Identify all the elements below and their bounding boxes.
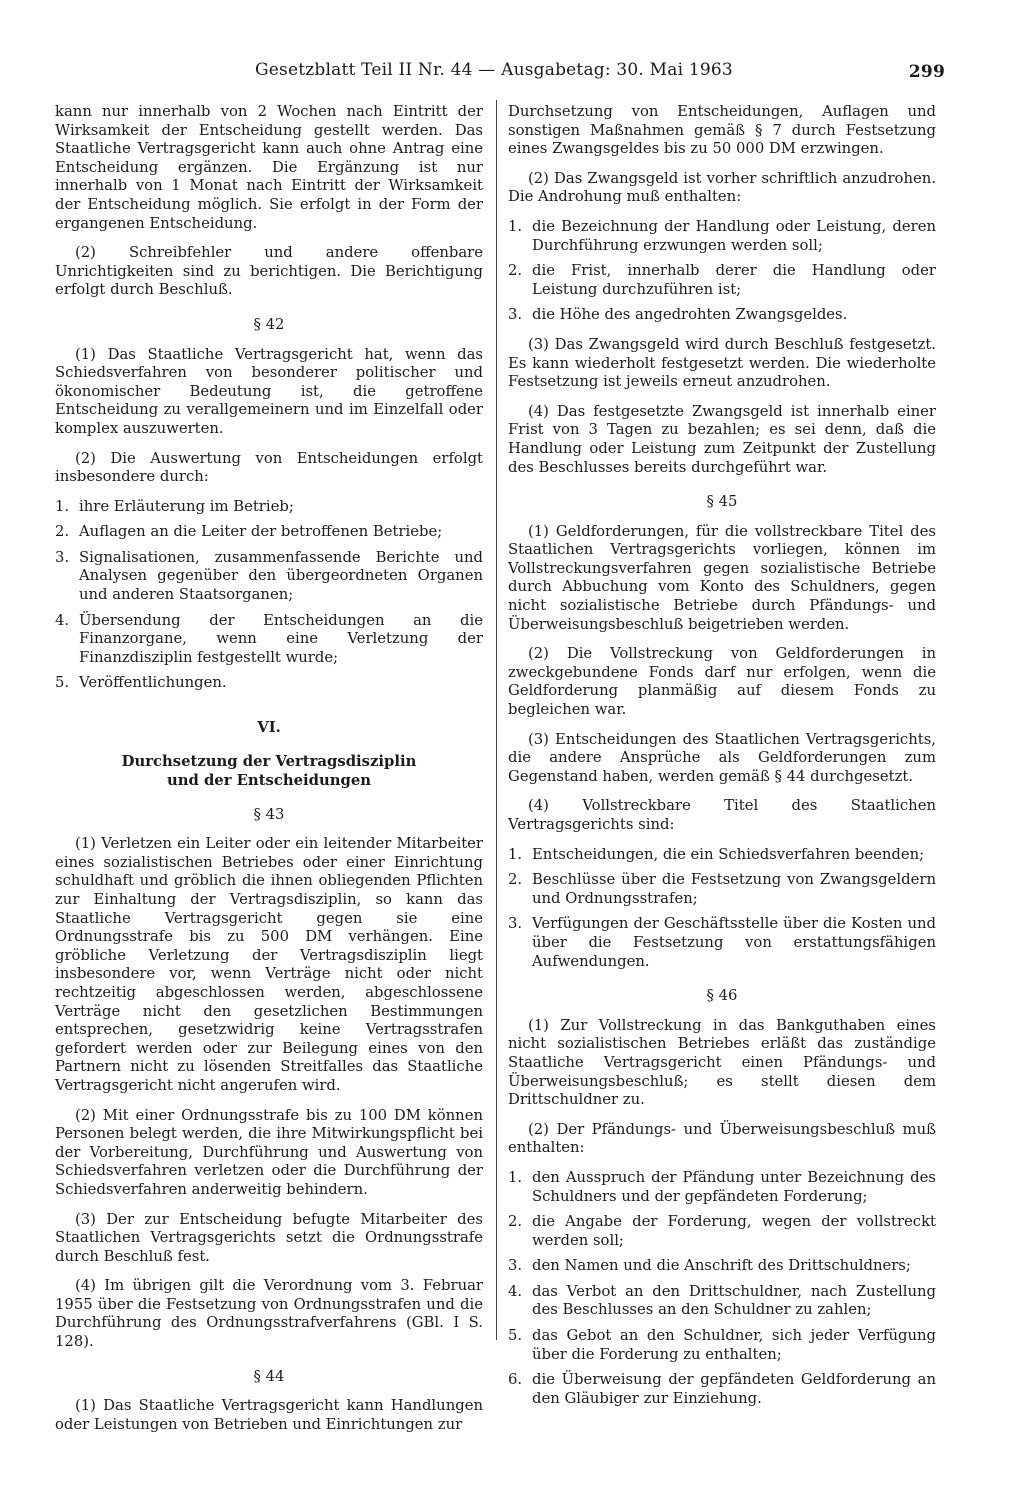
column-divider: [496, 100, 497, 1340]
list-item-number: 5.: [55, 674, 70, 692]
paragraph: (1) Zur Vollstreckung in das Bankguthaben eines nicht sozialistischen Betriebes erläßt das zuständige Staatliche Vertragsgericht einen Pfändungs- und Überweisungsbeschluß; es stellt diesen dem Drittschuldner zu.: [508, 1016, 936, 1109]
list-item: [508, 871, 936, 908]
list-item-number: 1.: [508, 217, 523, 235]
list-item-number: 3.: [508, 306, 523, 324]
list-item-text: Entscheidungen, die ein Schiedsverfahren beenden;: [532, 845, 925, 863]
list-item: [55, 523, 483, 542]
list-item-number: 2.: [508, 262, 523, 280]
gazette-title: Gesetzblatt Teil II Nr. 44 — Ausgabetag: 30. Mai 1963: [255, 60, 733, 80]
paragraph: Durchsetzung von Entscheidungen, Auflagen und sonstigen Maßnahmen gemäß § 7 durch Festsetzung eines Zwangsgeldes bis zu 50 000 DM erzwingen.: [508, 103, 936, 158]
list-item-text: die Angabe der Forderung, wegen der vollstreckt werden soll;: [532, 1213, 936, 1249]
list-item-text: Verfügungen der Geschäftsstelle über die Kosten und über die Festsetzung von erstattungsfähigen Aufwendungen.: [532, 915, 936, 970]
paragraph: (3) Der zur Entscheidung befugte Mitarbeiter des Staatlichen Vertragsgerichts setzt die Ordnungsstrafe durch Beschluß fest.: [55, 1210, 483, 1265]
paragraph: (3) Das Zwangsgeld wird durch Beschluß festgesetzt. Es kann wiederholt festgesetzt werden. Die wiederholte Festsetzung ist jeweils erneut anzudrohen.: [508, 335, 936, 391]
list-item-text: Signalisationen, zusammenfassende Berichte und Analysen gegenüber den übergeordneten Organen und anderen Staatsorganen;: [79, 548, 483, 604]
paragraph: (4) Vollstreckbare Titel des Staatlichen Vertragsgerichts sind:: [508, 797, 936, 833]
list-item: [55, 549, 483, 605]
page-number: 299: [908, 62, 945, 82]
list-item: [508, 306, 936, 325]
list-item: [508, 218, 936, 255]
paragraph: (1) Geldforderungen, für die vollstreckbare Titel des Staatlichen Vertragsgerichts vorliegen, können im Vollstreckungsverfahren gegen sozialistische Betriebe durch Abbuchung vom Konto des Schuldners, gegen nicht sozialistische Betriebe durch Pfändungs- und Überweisungsbeschluß beigetrieben werden.: [508, 522, 936, 633]
list-item-text: die Überweisung der gepfändeten Geldforderung an den Gläubiger zur Einziehung.: [532, 1371, 936, 1407]
list-item: [55, 612, 483, 668]
section-heading-43: § 43: [253, 805, 285, 823]
list-item-text: die Bezeichnung der Handlung oder Leistung, deren Durchführung erzwungen werden soll;: [532, 217, 936, 254]
list-item-text: ihre Erläuterung im Betrieb;: [79, 497, 294, 515]
list-item-text: die Höhe des angedrohten Zwangsgeldes.: [532, 306, 848, 324]
list-item-number: 2.: [55, 523, 70, 541]
part-heading-line: Durchsetzung der Vertragsdisziplin: [121, 752, 417, 770]
left-column: [55, 103, 483, 1445]
list-item: [508, 1283, 936, 1320]
list-item-text: die Frist, innerhalb derer die Handlung oder Leistung durchzuführen ist;: [532, 262, 936, 298]
list-item: [55, 498, 483, 517]
section-heading-46: § 46: [706, 987, 738, 1005]
list-item-text: den Namen und die Anschrift des Drittschuldners;: [532, 1257, 911, 1275]
list-item-number: 6.: [508, 1371, 523, 1389]
right-column: [508, 103, 936, 1419]
list-item-number: 3.: [55, 548, 70, 566]
list-item: [55, 674, 483, 693]
page-header: [255, 60, 945, 90]
list-item: [508, 1371, 936, 1408]
section-heading-42: § 42: [253, 315, 285, 333]
list-item-text: das Gebot an den Schuldner, sich jeder Verfügung über die Forderung zu enthalten;: [532, 1327, 936, 1363]
part-number: VI.: [257, 719, 281, 737]
paragraph: (2) Mit einer Ordnungsstrafe bis zu 100 DM können Personen belegt werden, die ihre Mitwirkungspflicht bei der Vorbereitung, Durchführung und Auswertung von Schiedsverfahren verletzen oder die Durchführung der Schiedsverfahren anderweitig behindern.: [55, 1106, 483, 1198]
list-item: [508, 1169, 936, 1206]
list-item: [508, 262, 936, 299]
list-item: [508, 846, 936, 865]
list-item-number: 5.: [508, 1327, 523, 1345]
paragraph: (1) Das Staatliche Vertragsgericht kann Handlungen oder Leistungen von Betrieben und Einrichtungen zur: [55, 1397, 483, 1433]
paragraph: (2) Der Pfändungs- und Überweisungsbeschluß muß enthalten:: [508, 1120, 936, 1157]
section-heading-45: § 45: [706, 493, 738, 511]
paragraph: (3) Entscheidungen des Staatlichen Vertragsgerichts, die andere Ansprüche als Geldforderungen zum Gegenstand haben, werden gemäß § 44 durchgesetzt.: [508, 730, 936, 785]
list-item: [508, 1327, 936, 1364]
list-item-number: 1.: [508, 845, 523, 863]
list-item-number: 1.: [55, 497, 70, 515]
paragraph: (2) Das Zwangsgeld ist vorher schriftlich anzudrohen. Die Androhung muß enthalten:: [508, 169, 936, 206]
paragraph: (2) Die Vollstreckung von Geldforderungen in zweckgebundene Fonds darf nur erfolgen, wenn die Geldforderung planmäßig auf diesem Fonds zu begleichen war.: [508, 645, 936, 719]
list-item-text: Auflagen an die Leiter der betroffenen Betriebe;: [79, 523, 443, 541]
list-item-number: 2.: [508, 871, 523, 889]
paragraph: (1) Das Staatliche Vertragsgericht hat, wenn das Schiedsverfahren von besonderer politischer und ökonomischer Bedeutung ist, die getroffene Entscheidung zu verallgemeinern und im Einzelfall oder komplex auszuwerten.: [55, 345, 483, 437]
paragraph: (1) Verletzen ein Leiter oder ein leitender Mitarbeiter eines sozialistischen Betriebes oder einer Einrichtung schuldhaft und gröblich die ihnen obliegenden Pflichten zur Einhaltung der Vertragsdisziplin, so kann das Staatliche Vertragsgericht gegen sie eine Ordnungsstrafe bis zu 500 DM verhängen. Eine gröbliche Verletzung der Vertragsdisziplin liegt insbesondere vor, wenn Verträge nicht oder nicht rechtzeitig abgeschlossen werden, abgeschlossene Verträge nicht den gesetzlichen Bestimmungen entsprechen, gesetzwidrig keine Vertragsstrafen gefordert werden oder zur Beilegung eines von den Partnern nicht zu lösenden Streitfalles das Staatliche Vertragsgericht nicht angerufen wird.: [55, 835, 483, 1094]
paragraph: (4) Im übrigen gilt die Verordnung vom 3. Februar 1955 über die Festsetzung von Ordnungsstrafen und die Durchführung des Ordnungsstrafverfahrens (GBl. I S. 128).: [55, 1277, 483, 1351]
list-item-number: 3.: [508, 1257, 523, 1275]
list-item-number: 3.: [508, 915, 523, 933]
list-item: [508, 915, 936, 971]
list-item-text: den Ausspruch der Pfändung unter Bezeichnung des Schuldners und der gepfändeten Forderung;: [532, 1168, 936, 1205]
paragraph: (2) Schreibfehler und andere offenbare Unrichtigkeiten sind zu berichtigen. Die Berichtigung erfolgt durch Beschluß.: [55, 244, 483, 299]
list-item-number: 4.: [508, 1282, 523, 1300]
list-item: [508, 1257, 936, 1276]
list-item-number: 1.: [508, 1168, 523, 1186]
list-item: [508, 1213, 936, 1250]
list-item-number: 4.: [55, 611, 70, 629]
paragraph: (4) Das festgesetzte Zwangsgeld ist innerhalb einer Frist von 3 Tagen zu bezahlen; es sei denn, daß die Handlung oder Leistung zum Zeitpunkt der Zustellung des Beschlusses bereits durchgeführt war.: [508, 402, 936, 476]
numbered-list: [55, 498, 483, 693]
numbered-list: [508, 1169, 936, 1409]
list-item-text: das Verbot an den Drittschuldner, nach Zustellung des Beschlusses an den Schuldner zu zahlen;: [532, 1282, 936, 1319]
section-heading-44: § 44: [253, 1367, 285, 1385]
list-item-number: 2.: [508, 1213, 523, 1231]
paragraph: (2) Die Auswertung von Entscheidungen erfolgt insbesondere durch:: [55, 449, 483, 486]
numbered-list: [508, 218, 936, 325]
part-heading-line: und der Entscheidungen: [166, 771, 372, 789]
list-item-text: Übersendung der Entscheidungen an die Finanzorgane, wenn eine Verletzung der Finanzdisziplin festgestellt wurde;: [79, 611, 483, 666]
numbered-list: [508, 846, 936, 972]
list-item-text: Veröffentlichungen.: [79, 674, 227, 692]
list-item-text: Beschlüsse über die Festsetzung von Zwangsgeldern und Ordnungsstrafen;: [532, 871, 936, 907]
paragraph: kann nur innerhalb von 2 Wochen nach Eintritt der Wirksamkeit der Entscheidung gestellt werden. Das Staatliche Vertragsgericht kann auch ohne Antrag eine Entscheidung ergänzen. Die Ergänzung ist nur innerhalb von 1 Monat nach Eintritt der Wirksamkeit der Entscheidung möglich. Sie erfolgt in der Form der ergangenen Entscheidung.: [55, 103, 483, 232]
part-heading: [55, 752, 483, 790]
